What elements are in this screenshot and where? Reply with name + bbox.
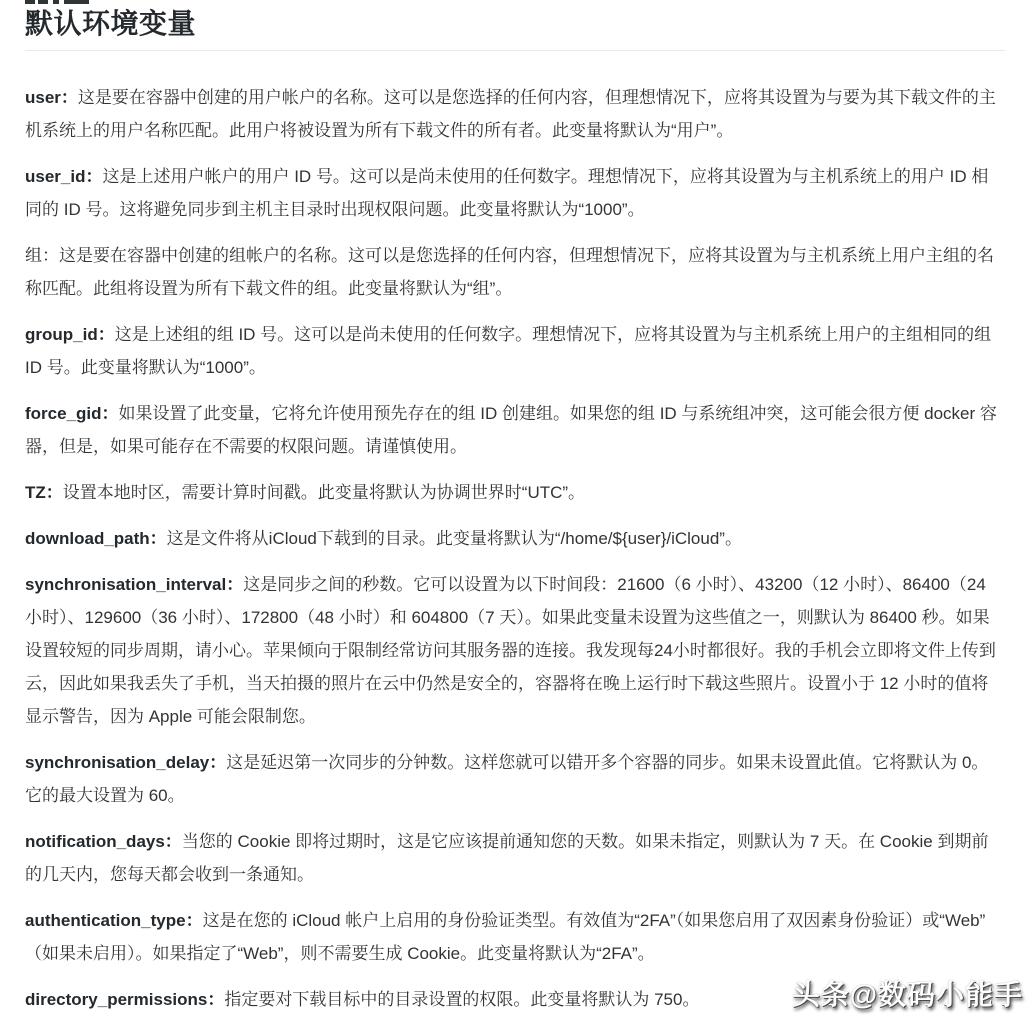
paragraph-text: 这是上述组的组 ID 号。这可以是尚未使用的任何数字。理想情况下，应将其设置为与主机系统上用户的主组相同的组 ID 号。此变量将默认为“1000”。: [25, 325, 992, 377]
paragraph-text: 这是要在容器中创建的组帐户的名称。这可以是您选择的任何内容，但理想情况下，应将其设置为与主机系统上用户主组的名称匹配。此组将设置为所有下载文件的组。此变量将默认为“组”。: [25, 246, 994, 298]
paragraph-text: 设置本地时区，需要计算时间戳。此变量将默认为协调世界时“UTC”。: [62, 483, 586, 502]
paragraph: [25, 568, 1005, 733]
variable-term: directory_permissions：: [25, 990, 225, 1009]
paragraph: [25, 239, 1005, 305]
page-title: 默认环境变量: [25, 4, 1005, 51]
paragraph: [25, 81, 1005, 147]
watermark: 头条@数码小能手: [791, 979, 1023, 1010]
variable-term: user_id：: [25, 167, 103, 186]
paragraph-text: 指定要对下载目标中的目录设置的权限。此变量将默认为 750。: [224, 990, 700, 1009]
variable-term: authentication_type：: [25, 911, 203, 930]
paragraph-text: 当您的 Cookie 即将过期时，这是它应该提前通知您的天数。如果未指定，则默认为 7 天。在 Cookie 到期前的几天内，您每天都会收到一条通知。: [25, 832, 989, 884]
variable-term: notification_days：: [25, 832, 182, 851]
paragraph: [25, 746, 1005, 812]
paragraph: [25, 825, 1005, 891]
paragraph-text: 这是上述用户帐户的用户 ID 号。这可以是尚未使用的任何数字。理想情况下，应将其设置为与主机系统上的用户 ID 相同的 ID 号。这将避免同步到主机主目录时出现权限问题。此变量将默认为“1000”。: [25, 167, 989, 219]
paragraph: [25, 160, 1005, 226]
variable-term: user：: [25, 88, 78, 107]
paragraph-text: 这是要在容器中创建的用户帐户的名称。这可以是您选择的任何内容，但理想情况下，应将其设置为与要为其下载文件的主机系统上的用户名称匹配。此用户将被设置为所有下载文件的所有者。此变量将默认为“用户”。: [25, 88, 996, 140]
variable-term: 组：: [25, 246, 59, 265]
paragraph-text: 如果设置了此变量，它将允许使用预先存在的组 ID 创建组。如果您的组 ID 与系统组冲突，这可能会很方便 docker 容器，但是，如果可能存在不需要的权限问题。请谨慎使用。: [25, 404, 997, 456]
paragraph: [25, 476, 1005, 509]
variable-term: TZ：: [25, 483, 63, 502]
paragraph-text: 这是在您的 iCloud 帐户上启用的身份验证类型。有效值为“2FA”（如果您启用了双因素身份验证）或“Web”（如果未启用）。如果指定了“Web”，则不需要生成 Cookie。此变量将默认为“2FA”。: [25, 911, 986, 963]
variable-term: group_id：: [25, 325, 115, 344]
variable-term: force_gid：: [25, 404, 119, 423]
paragraph-text: 这是延迟第一次同步的分钟数。这样您就可以错开多个容器的同步。如果未设置此值。它将默认为 0。它的最大设置为 60。: [25, 753, 989, 805]
paragraph: [25, 904, 1005, 970]
paragraph: [25, 318, 1005, 384]
variable-term: download_path：: [25, 529, 167, 548]
content: [25, 81, 1005, 1016]
paragraph: [25, 397, 1005, 463]
variable-term: synchronisation_interval：: [25, 575, 244, 594]
clipped-text-fragment: [25, 0, 89, 4]
paragraph: [25, 522, 1005, 555]
paragraph-text: 这是同步之间的秒数。它可以设置为以下时间段：21600（6 小时）、43200（12 小时）、86400（24 小时）、129600（36 小时）、172800（48 小时）和 604800（7 天）。如果此变量未设置为这些值之一，则默认为 86400 秒。如果设置较短的同步周期，请小心。苹果倾向于限制经常访问其服务器的连接。我发现每24小时都很好。我的手机会立即将文件上传到云，因此如果我丢失了手机，当天拍摄的照片在云中仍然是安全的，容器将在晚上运行时下载这些照片。设置小于 12 小时的值将显示警告，因为 Apple 可能会限制您。: [25, 575, 996, 726]
paragraph-text: 这是文件将从iCloud下载到的目录。此变量将默认为“/home/${user}/iCloud”。: [166, 529, 742, 548]
variable-term: synchronisation_delay：: [25, 753, 227, 772]
